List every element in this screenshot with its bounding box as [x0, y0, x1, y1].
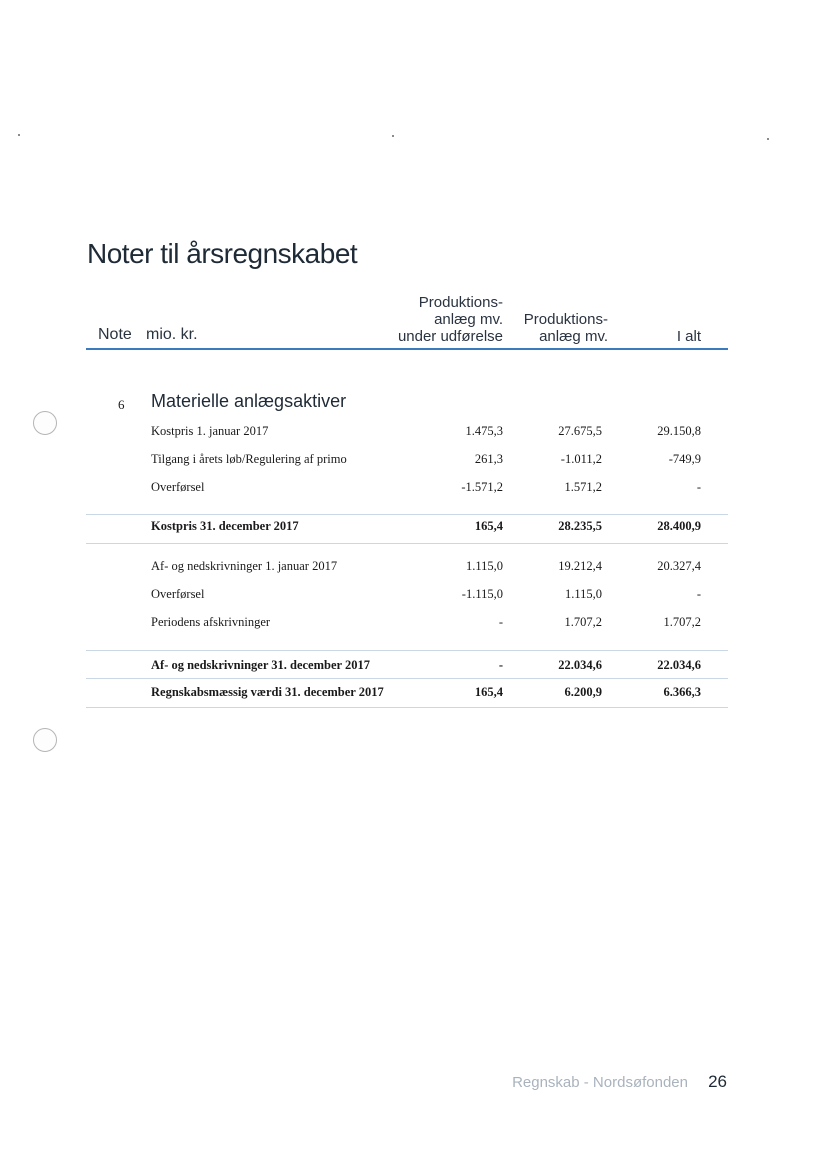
- row-divider: [86, 543, 728, 544]
- row-value-under-construction: 165,4: [474, 685, 503, 699]
- row-value-under-construction: -: [498, 658, 503, 672]
- row-value-total: 6.366,3: [663, 685, 701, 699]
- table-row: [0, 557, 828, 579]
- table-row: [0, 585, 828, 607]
- table-row: [0, 422, 828, 444]
- footer-text: Regnskab - Nordsøfonden: [512, 1074, 688, 1091]
- row-value-under-construction: 1.115,0: [465, 559, 503, 573]
- row-label: Periodens afskrivninger: [151, 615, 271, 629]
- row-value-total: -: [696, 587, 701, 601]
- row-label: Af- og nedskrivninger 31. december 2017: [151, 658, 370, 672]
- row-value-under-construction: 1.475,3: [465, 424, 503, 438]
- row-value-total: 28.400,9: [657, 519, 701, 533]
- row-value-total: -749,9: [668, 452, 701, 466]
- header-column-line: anlæg mv.: [539, 328, 608, 345]
- page-number: 26: [708, 1072, 727, 1091]
- header-column-line: under udførelse: [397, 328, 503, 345]
- header-unit: mio. kr.: [146, 326, 198, 343]
- row-value-total: 1.707,2: [663, 615, 701, 629]
- row-label: Tilgang i årets løb/Regulering af primo: [151, 452, 347, 466]
- row-value-production-assets: -1.011,2: [560, 452, 602, 466]
- table-row: [0, 478, 828, 500]
- punch-hole: [33, 411, 57, 435]
- row-value-under-construction: 261,3: [474, 452, 503, 466]
- row-value-production-assets: 22.034,6: [558, 658, 602, 672]
- row-value-under-construction: -: [498, 615, 503, 629]
- row-divider: [86, 650, 728, 651]
- row-value-production-assets: 28.235,5: [558, 519, 602, 533]
- row-value-under-construction: 165,4: [474, 519, 503, 533]
- row-value-production-assets: 27.675,5: [558, 424, 602, 438]
- subtotal-row: [0, 656, 828, 678]
- scan-dot: [392, 135, 394, 137]
- row-value-total: 29.150,8: [657, 424, 701, 438]
- row-divider: [86, 514, 728, 515]
- table-row: [0, 613, 828, 635]
- section-title: Materielle anlægsaktiver: [151, 391, 347, 411]
- row-label: Kostpris 31. december 2017: [151, 519, 299, 533]
- scan-dot: [767, 138, 769, 140]
- header-column-under-construction: [398, 294, 503, 345]
- punch-hole: [33, 728, 57, 752]
- row-divider: [86, 678, 728, 679]
- row-label: Overførsel: [151, 587, 205, 601]
- header-column-total: I alt: [676, 328, 701, 345]
- row-value-production-assets: 1.707,2: [564, 615, 602, 629]
- row-value-production-assets: 1.115,0: [564, 587, 602, 601]
- row-value-under-construction: -1.571,2: [461, 480, 503, 494]
- row-value-production-assets: 1.571,2: [564, 480, 602, 494]
- row-label: Regnskabsmæssig værdi 31. december 2017: [151, 685, 384, 699]
- section-number: 6: [118, 397, 125, 412]
- table-row: [0, 450, 828, 472]
- row-label: Kostpris 1. januar 2017: [151, 424, 269, 438]
- header-column-line: anlæg mv.: [434, 311, 503, 328]
- header-divider: [86, 348, 728, 350]
- row-value-total: 20.327,4: [657, 559, 701, 573]
- header-column-line: Produktions-: [523, 311, 608, 328]
- row-value-total: 22.034,6: [657, 658, 701, 672]
- header-column-production-assets: [524, 311, 608, 345]
- header-column-line: Produktions-: [418, 294, 503, 311]
- total-row: [0, 683, 828, 705]
- row-value-total: -: [696, 480, 701, 494]
- row-label: Overførsel: [151, 480, 205, 494]
- row-value-under-construction: -1.115,0: [461, 587, 503, 601]
- row-value-production-assets: 19.212,4: [558, 559, 602, 573]
- header-note: Note: [98, 326, 132, 343]
- subtotal-row: [0, 517, 828, 539]
- row-value-production-assets: 6.200,9: [564, 685, 602, 699]
- scan-dot: [18, 134, 20, 136]
- row-divider: [86, 707, 728, 708]
- row-label: Af- og nedskrivninger 1. januar 2017: [151, 559, 338, 573]
- page-title: Noter til årsregnskabet: [87, 238, 358, 269]
